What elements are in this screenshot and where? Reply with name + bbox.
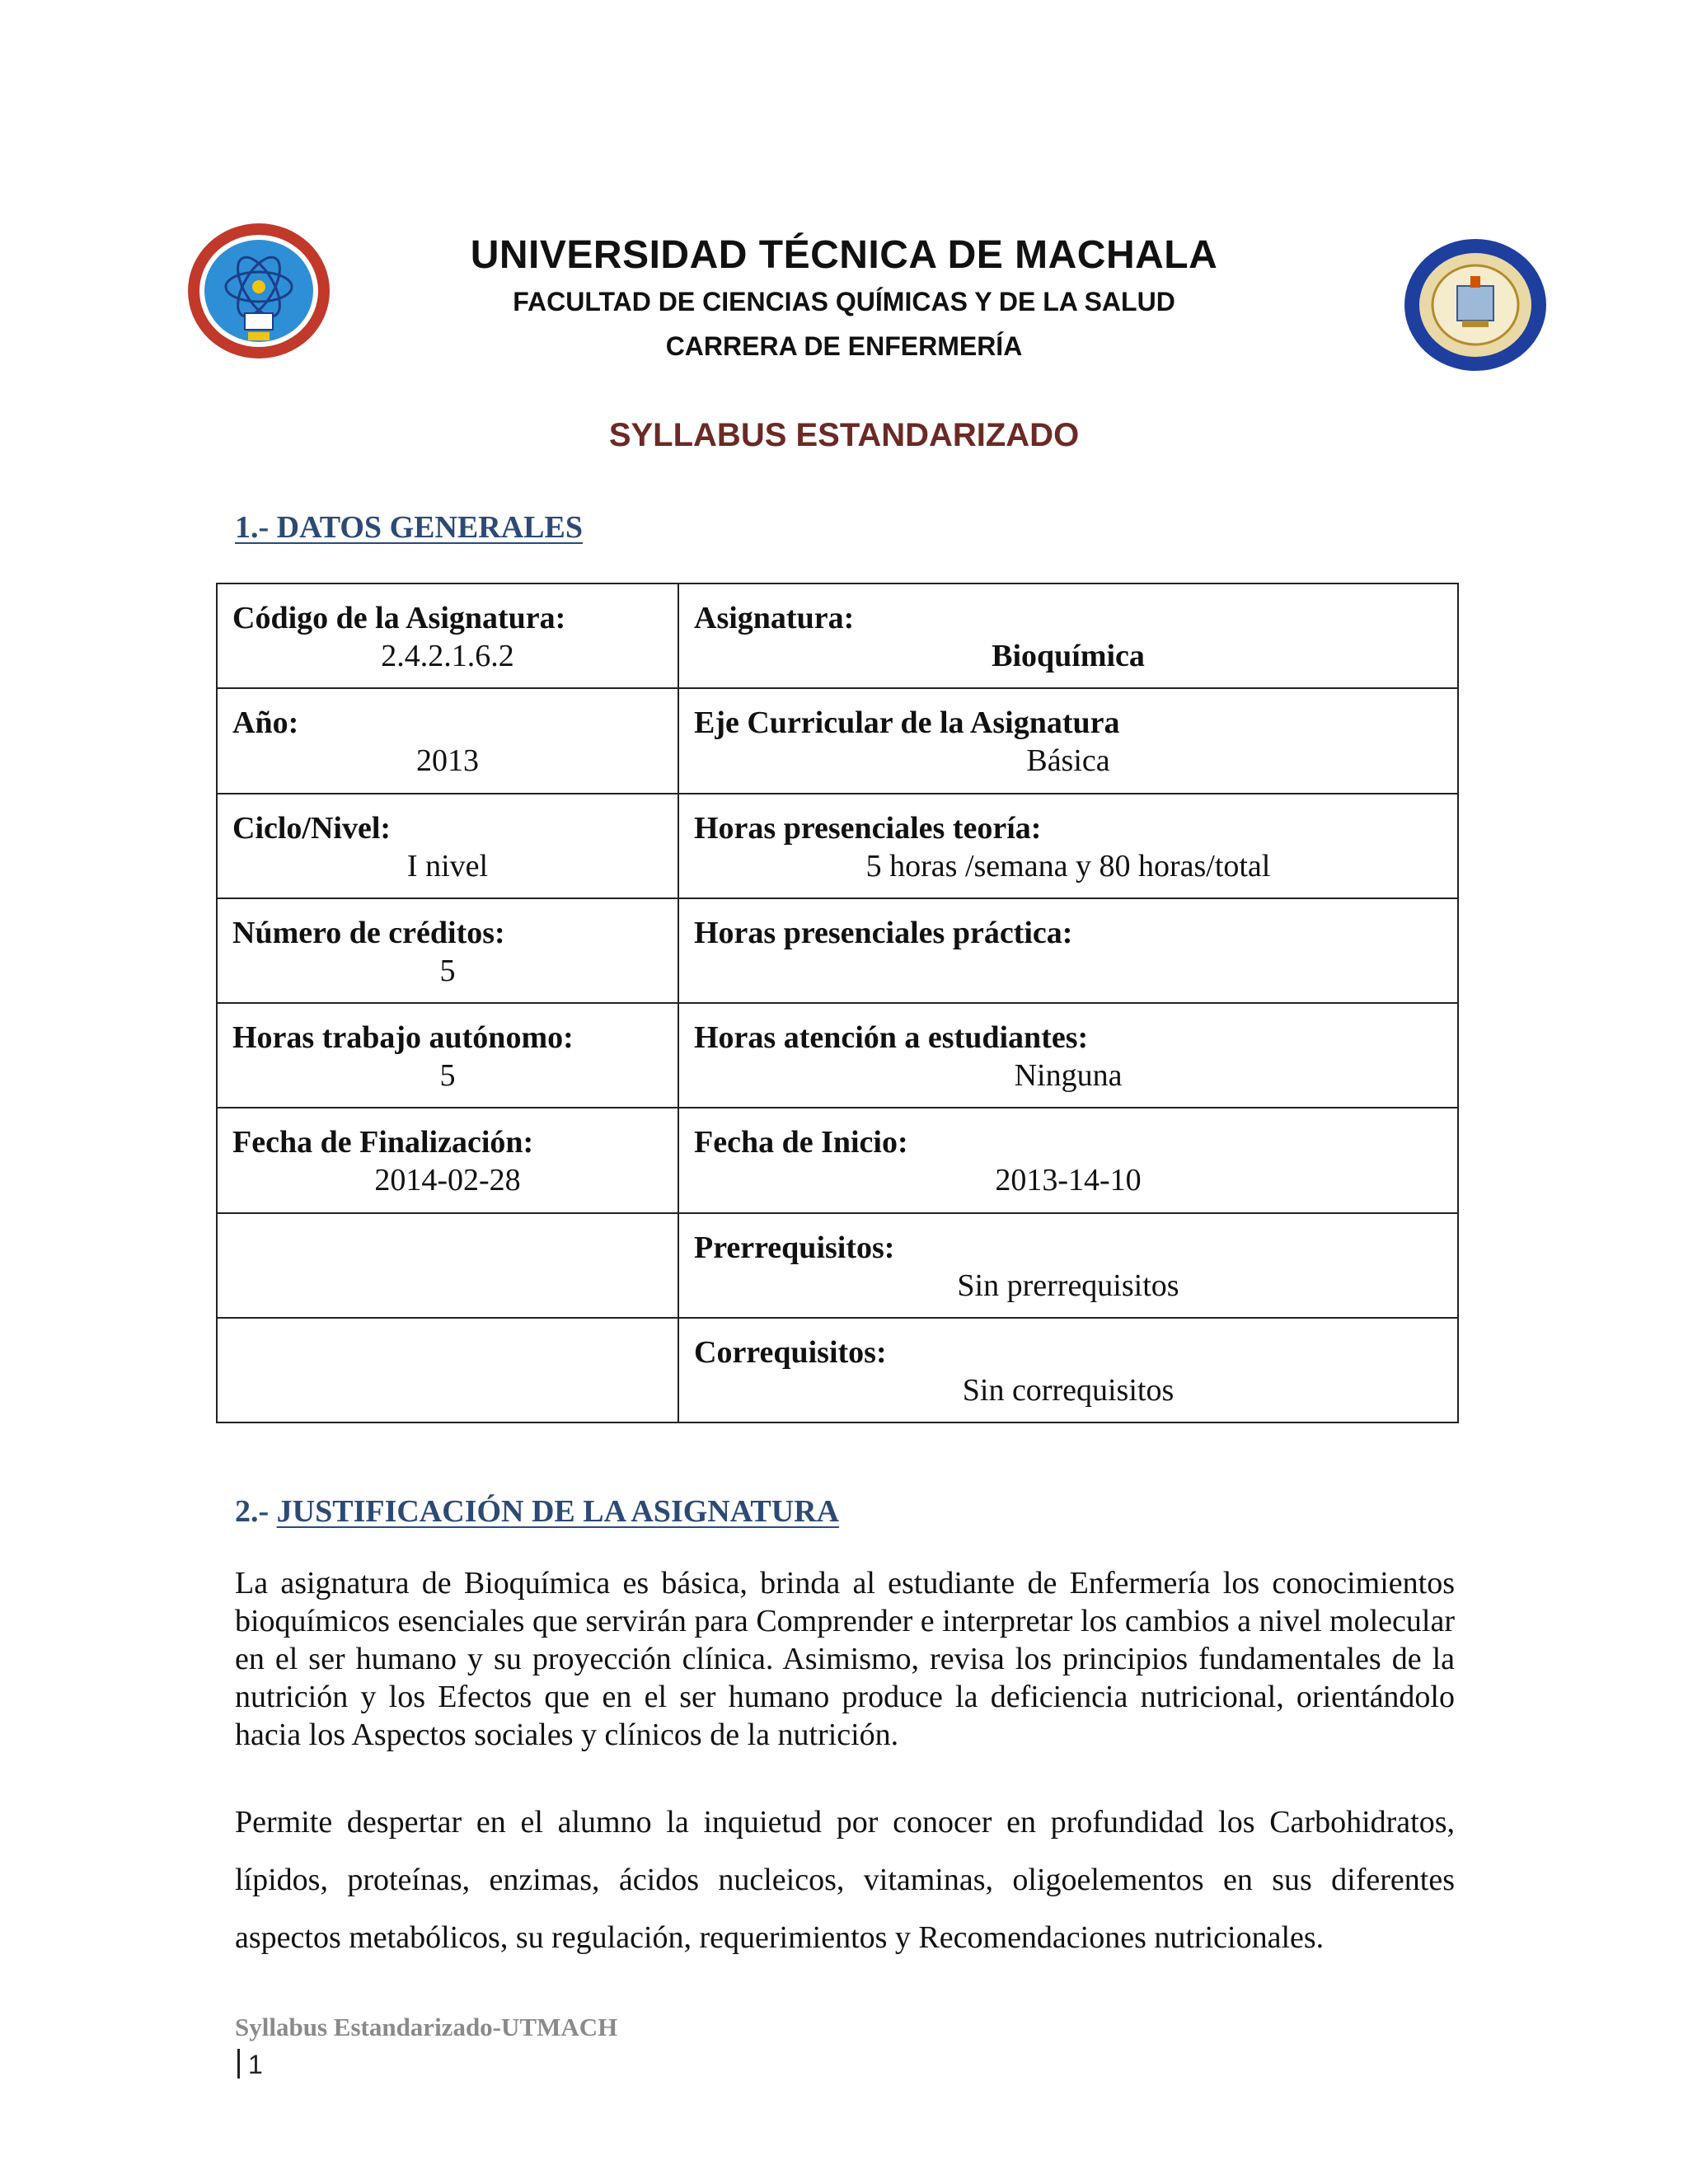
table-cell [217, 583, 678, 688]
curricular-axis-value: Básica [1026, 743, 1110, 779]
theory-hours-label: Horas presenciales teoría: [694, 810, 1042, 846]
section-heading-datos-generales [235, 509, 583, 546]
table-cell [217, 898, 678, 1003]
career-name: CARRERA DE ENFERMERÍA [665, 331, 1023, 361]
faculty-name: FACULTAD DE CIENCIAS QUÍMICAS Y DE LA SALUD [513, 287, 1175, 316]
table-cell [678, 1213, 1458, 1318]
student-attention-hours-label: Horas atención a estudiantes: [694, 1020, 1089, 1055]
student-attention-hours-value: Ninguna [1014, 1058, 1123, 1093]
table-row [217, 1213, 1458, 1318]
section1-heading-text: 1.- DATOS GENERALES [235, 510, 583, 545]
year-value: 2013 [416, 743, 479, 779]
table-cell-empty [217, 1318, 678, 1422]
table-row [217, 1108, 1458, 1212]
prerequisites-value: Sin prerrequisitos [957, 1268, 1179, 1303]
cycle-level-value: I nivel [406, 848, 489, 883]
table-cell [678, 688, 1458, 793]
corequisites-label: Correquisitos: [694, 1334, 887, 1370]
credits-label: Número de créditos: [232, 915, 505, 950]
course-name-label: Asignatura: [694, 601, 855, 635]
curricular-axis-label: Eje Curricular de la Asignatura [694, 705, 1120, 741]
autonomous-hours-value: 5 [439, 1058, 456, 1093]
year-label: Año: [232, 705, 299, 741]
footer-label: Syllabus Estandarizado-UTMACH [235, 2013, 618, 2041]
table-cell [678, 1108, 1458, 1212]
theory-hours-value: 5 horas /semana y 80 horas/total [865, 848, 1271, 883]
page-number [237, 2049, 263, 2080]
table-row [217, 583, 1458, 688]
prerequisites-label: Prerrequisitos: [694, 1230, 895, 1265]
justification-paragraph-2: Permite despertar en el alumno la inquietud por conocer en profundidad los Carbohidratos, lípidos, proteínas, enzimas, ácidos nucleicos, vitaminas, oligoelementos en sus diferentes aspectos metabólicos, su regulación, requerimientos y Recomendaciones nutricionales. [235, 1805, 1455, 1955]
general-data-table [216, 583, 1459, 1423]
justification-paragraph-1: La asignatura de Bioquímica es básica, brinda al estudiante de Enfermería los conocimientos bioquímicos esenciales que servirán para Comprender e interpretar los cambios a nivel molecular en el ser humano y su proyección clínica. Asimismo, revisa los principios fundamentales de la nutrición y los Efectos que en el ser humano produce la deficiencia nutricional, orientándolo hacia los Aspectos sociales y clínicos de la nutrición. [235, 1566, 1455, 1752]
table-cell [678, 1003, 1458, 1108]
section2-heading-number: 2.- [235, 1494, 277, 1529]
table-row [217, 688, 1458, 793]
autonomous-hours-label: Horas trabajo autónomo: [232, 1020, 574, 1055]
table-row [217, 1003, 1458, 1108]
course-code-value: 2.4.2.1.6.2 [381, 639, 514, 673]
table-row [217, 898, 1458, 1003]
table-cell [678, 794, 1458, 898]
end-date-value: 2014-02-28 [374, 1163, 521, 1198]
table-cell [217, 794, 678, 898]
section-heading-justificacion [235, 1493, 839, 1530]
table-cell [217, 1108, 678, 1212]
university-name: UNIVERSIDAD TÉCNICA DE MACHALA [470, 233, 1218, 277]
start-date-value: 2013-14-10 [995, 1163, 1142, 1198]
practice-hours-label: Horas presenciales práctica: [694, 915, 1073, 950]
document-title: SYLLABUS ESTANDARIZADO [608, 417, 1080, 453]
page-number-value: 1 [248, 2050, 263, 2079]
cycle-level-label: Ciclo/Nivel: [232, 810, 392, 846]
end-date-label: Fecha de Finalización: [232, 1125, 534, 1160]
table-row [217, 794, 1458, 898]
start-date-label: Fecha de Inicio: [694, 1125, 908, 1160]
table-row [217, 1318, 1458, 1422]
course-code-label: Código de la Asignatura: [232, 601, 566, 635]
table-cell [678, 583, 1458, 688]
section2-heading-text: JUSTIFICACIÓN DE LA ASIGNATURA [276, 1494, 840, 1529]
table-cell [217, 1003, 678, 1108]
page-divider [237, 2049, 240, 2079]
table-cell [678, 1318, 1458, 1422]
table-cell [678, 898, 1458, 1003]
course-name-value: Bioquímica [992, 639, 1145, 673]
table-cell-empty [217, 1213, 678, 1318]
table-cell [217, 688, 678, 793]
credits-value: 5 [439, 953, 456, 988]
corequisites-value: Sin correquisitos [962, 1372, 1175, 1408]
